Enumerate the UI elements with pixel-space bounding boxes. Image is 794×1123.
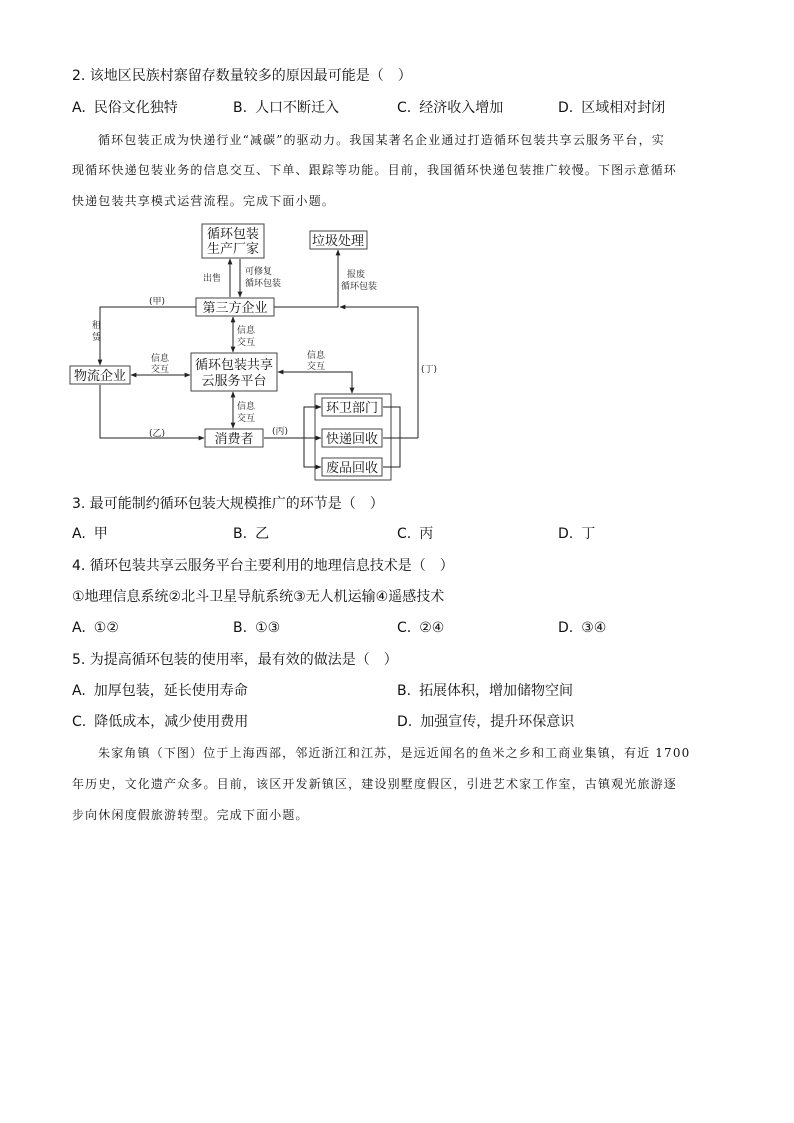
- ding-label: (丁): [421, 365, 438, 375]
- third-party-label: 第三方企业: [202, 301, 268, 316]
- info-label-tp-2: 交互: [237, 338, 256, 348]
- repairable-label-1: 可修复: [245, 267, 273, 277]
- info-label-rec-2: 交互: [307, 362, 326, 372]
- scrap-label-2: 循环包装: [341, 282, 378, 292]
- q4-option-a[interactable]: A. ①②: [72, 620, 119, 636]
- passage-2-line-1: 朱家角镇（下图）位于上海西部，邻近浙江和江苏，是远近闻名的鱼米之乡和工商业集镇，有近 1700: [98, 746, 691, 760]
- waste-label: 废品回收: [325, 461, 379, 476]
- jia-label: (甲): [149, 297, 166, 307]
- sanitation-label: 环卫部门: [325, 401, 379, 416]
- express-label: 快递回收: [325, 432, 379, 447]
- q3-option-b[interactable]: B. 乙: [233, 526, 270, 542]
- passage-1-line-1: 循环包装正成为快递行业“减碳”的驱动力。我国某著名企业通过打造循环包装共享云服务平台，实: [98, 133, 665, 147]
- garbage-label: 垃圾处理: [311, 234, 365, 249]
- platform-label-2: 云服务平台: [201, 374, 267, 389]
- info-label-tp-1: 信息: [237, 326, 256, 336]
- yi-label: (乙): [149, 429, 166, 439]
- info-label-log-1: 信息: [151, 354, 170, 364]
- q3-option-a[interactable]: A. 甲: [72, 526, 108, 542]
- info-label-rec-1: 信息: [307, 351, 326, 361]
- packaging-flow-diagram: [0, 0, 794, 500]
- manufacturer-label-1: 循环包装: [206, 227, 260, 242]
- passage-2-line-2: 年历史，文化遗产众多。目前，该区开发新镇区，建设别墅度假区，引进艺术家工作室，古镇观光旅游逐: [72, 777, 677, 791]
- question-5-stem: 5. 为提高循环包装的使用率，最有效的做法是（ ）: [72, 652, 398, 668]
- question-4-items: ①地理信息系统②北斗卫星导航系统③无人机运输④遥感技术: [72, 589, 445, 605]
- q5-option-a[interactable]: A. 加厚包装，延长使用寿命: [72, 683, 248, 699]
- q3-option-c[interactable]: C. 丙: [397, 526, 434, 542]
- passage-1-line-2: 现循环快递包装业务的信息交互、下单、跟踪等功能。目前，我国循环快递包装推广较慢。下图示意循环: [72, 163, 677, 177]
- q4-option-c[interactable]: C. ②④: [397, 620, 445, 636]
- q2-option-c[interactable]: C. 经济收入增加: [397, 100, 504, 116]
- q2-option-d[interactable]: D. 区域相对封闭: [558, 100, 666, 116]
- info-label-log-2: 交互: [151, 365, 170, 375]
- logistics-label: 物流企业: [73, 369, 127, 384]
- consumer-label: 消费者: [214, 432, 254, 447]
- q2-option-b[interactable]: B. 人口不断迁入: [233, 100, 340, 116]
- q4-option-b[interactable]: B. ①③: [233, 620, 281, 636]
- passage-2-line-3: 步向休闲度假旅游转型。完成下面小题。: [72, 808, 309, 822]
- q5-option-d[interactable]: D. 加强宣传，提升环保意识: [397, 714, 575, 730]
- q5-option-c[interactable]: C. 降低成本，减少使用费用: [72, 714, 249, 730]
- question-3-stem: 3. 最可能制约循环包装大规模推广的环节是（ ）: [72, 496, 384, 512]
- q2-option-a[interactable]: A. 民俗文化独特: [72, 100, 178, 116]
- question-2-stem: 2. 该地区民族村寨留存数量较多的原因最可能是（ ）: [72, 68, 412, 84]
- bing-label: (丙): [272, 427, 289, 437]
- scrap-label-1: 报废: [347, 270, 366, 280]
- info-label-con-1: 信息: [237, 402, 256, 412]
- platform-label-1: 循环包装共享: [194, 358, 274, 373]
- passage-1-line-3: 快递包装共享模式运营流程。完成下面小题。: [72, 194, 336, 208]
- rent-label-2: 赁: [92, 333, 102, 343]
- q3-option-d[interactable]: D. 丁: [558, 526, 596, 542]
- rent-label-1: 租: [92, 321, 102, 331]
- manufacturer-label-2: 生产厂家: [206, 242, 260, 257]
- repairable-label-2: 循环包装: [245, 279, 282, 289]
- question-4-stem: 4. 循环包装共享云服务平台主要利用的地理信息技术是（ ）: [72, 558, 454, 574]
- sell-label: 出售: [203, 274, 222, 284]
- q5-option-b[interactable]: B. 拓展体积，增加储物空间: [397, 683, 574, 699]
- info-label-con-2: 交互: [237, 414, 256, 424]
- q4-option-d[interactable]: D. ③④: [558, 620, 607, 636]
